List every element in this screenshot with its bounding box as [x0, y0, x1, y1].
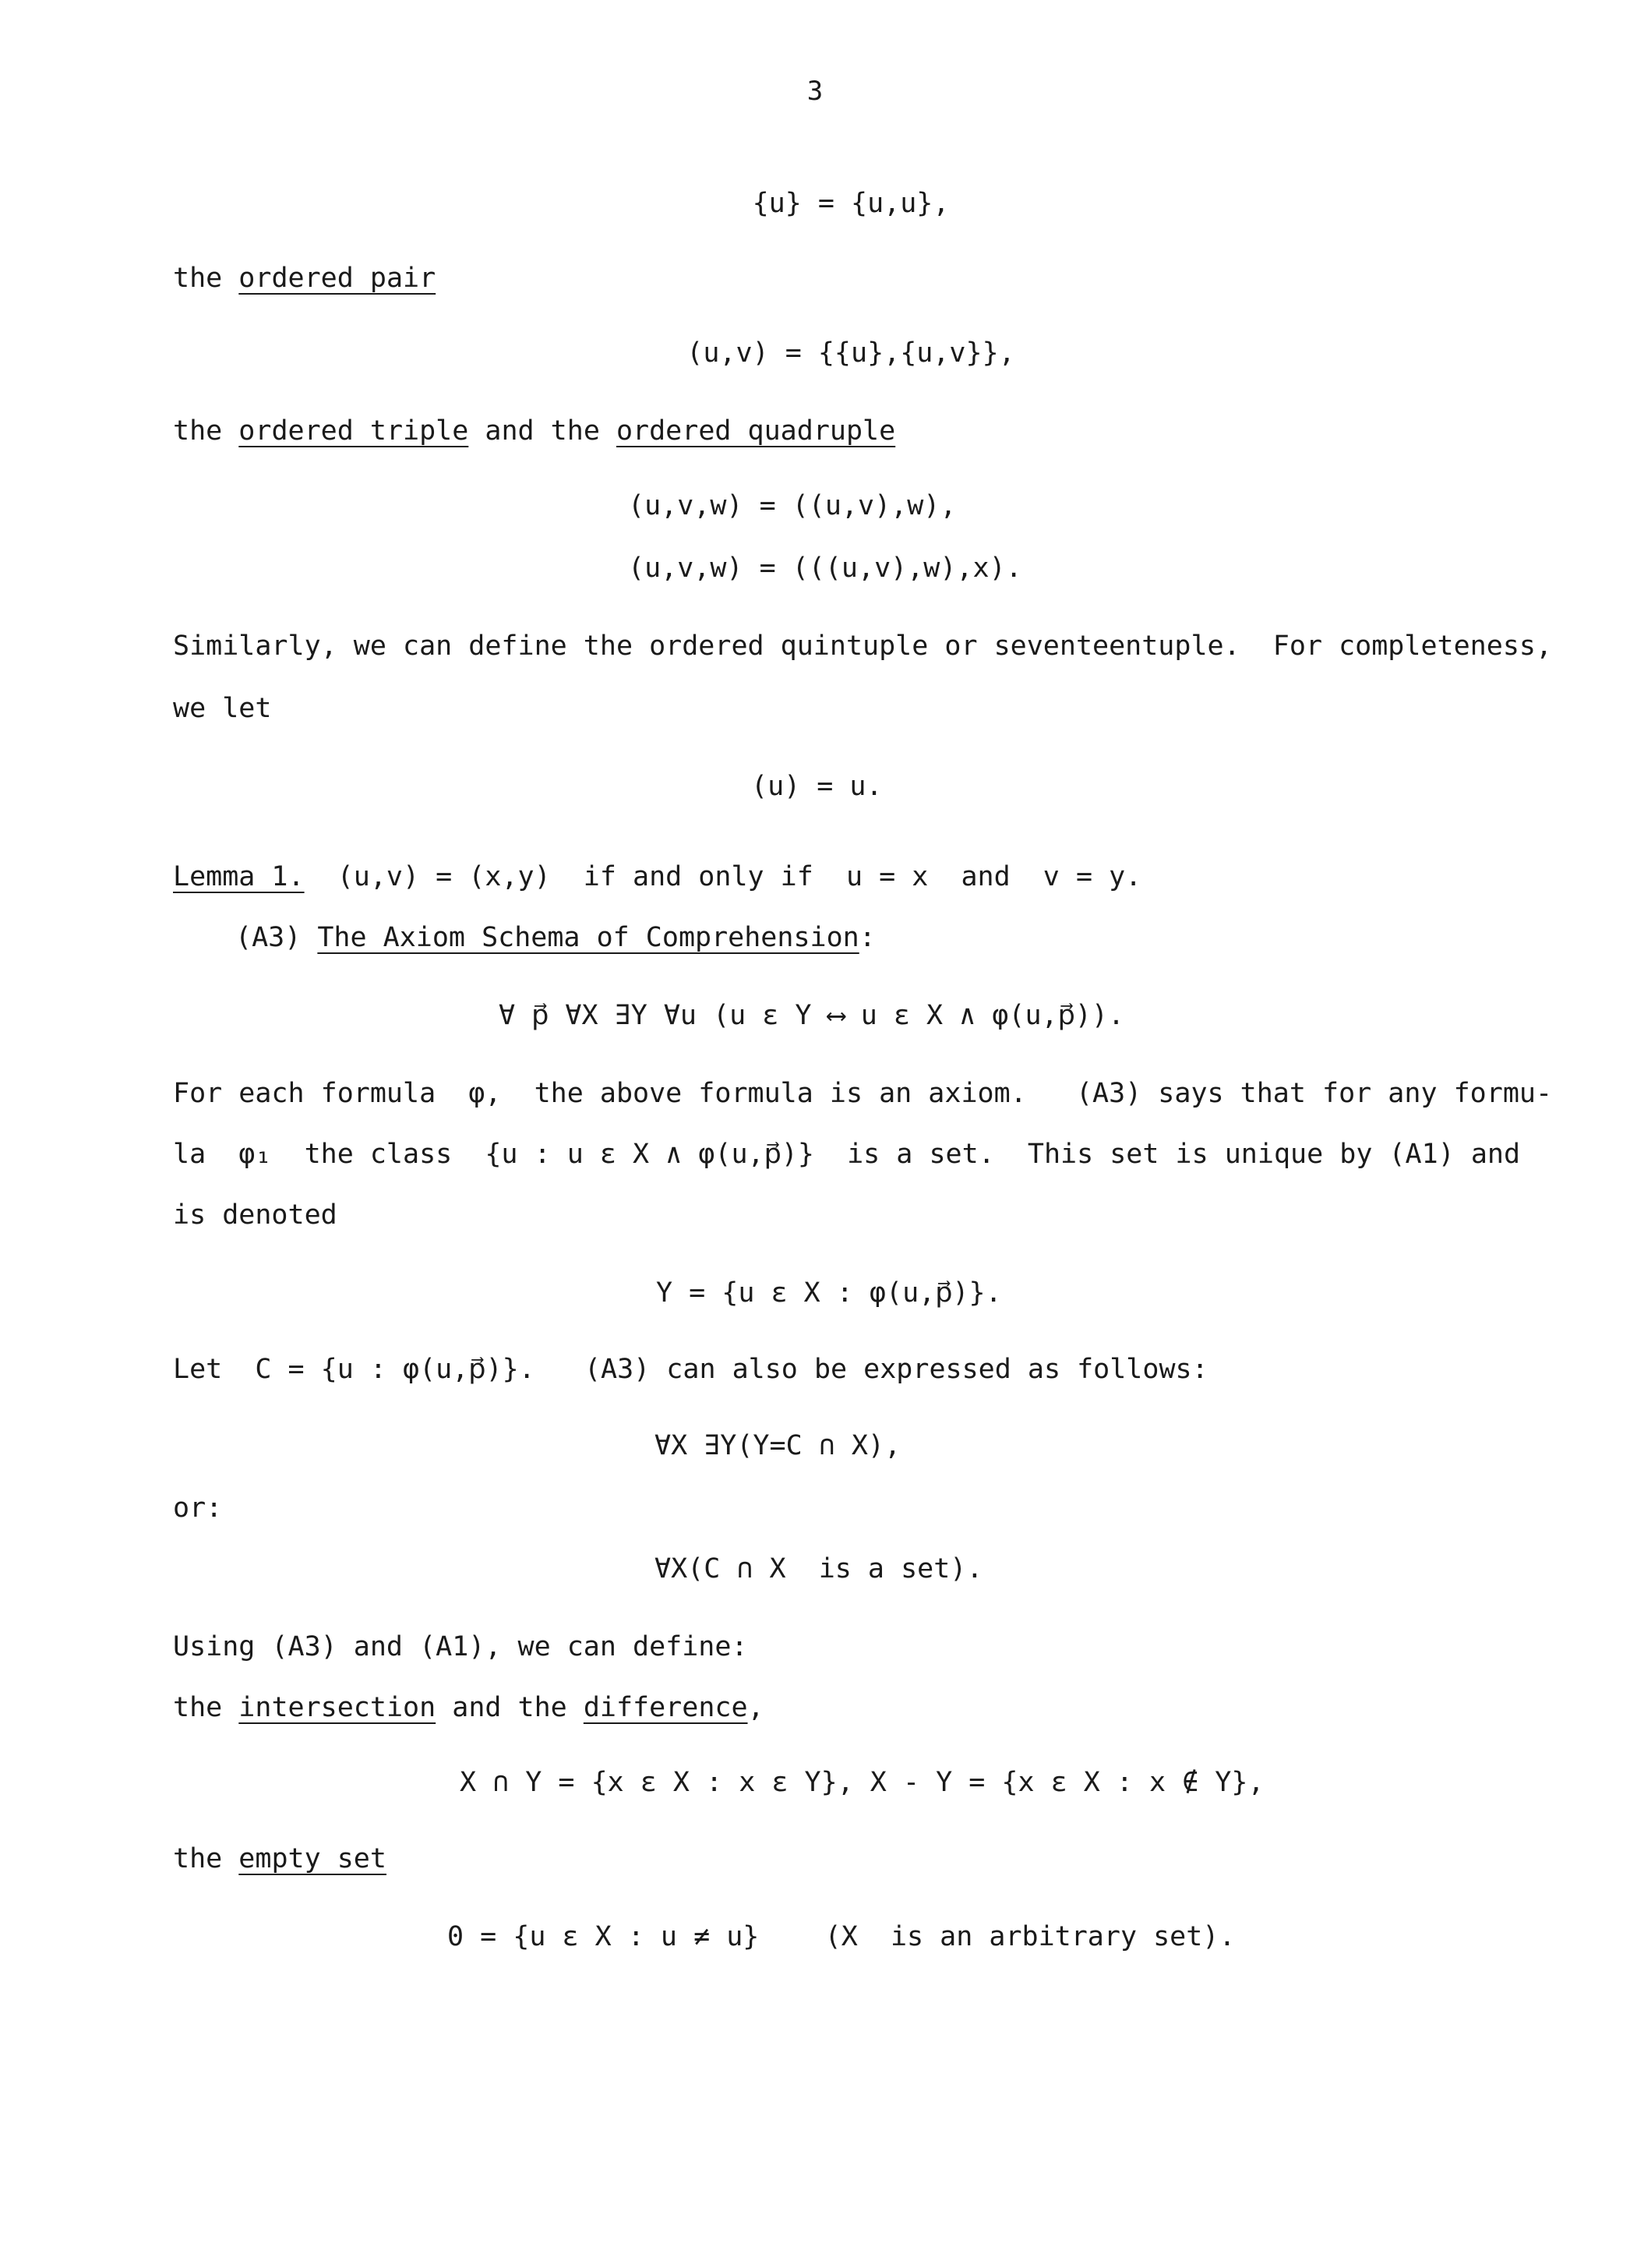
text-we-let: we let	[173, 693, 272, 724]
page-number: 3	[806, 76, 824, 107]
equation-ordered-quadruple: (u,v,w) = (((u,v),w),x).	[628, 553, 1022, 584]
text-fragment: the	[173, 1843, 239, 1874]
equation-forall-is-set: ∀X(C ∩ X is a set).	[654, 1553, 983, 1584]
equation-forall-exists-Y: ∀X ∃Y(Y=C ∩ X),	[654, 1430, 901, 1461]
equation-ordered-triple: (u,v,w) = ((u,v),w),	[628, 490, 957, 521]
paragraph-let-C: Let C = {u : φ(u,p⃗)}. (A3) can also be expressed as follows:	[173, 1354, 1208, 1385]
equation-intersection-difference: X ∩ Y = {x ε X : x ε Y}, X - Y = {x ε X : x ∉ Y},	[460, 1767, 1265, 1798]
term-ordered-pair: ordered pair	[238, 263, 436, 294]
text-fragment: the	[173, 263, 239, 294]
text-intersection-difference	[173, 1694, 764, 1722]
term-intersection: intersection	[238, 1692, 436, 1723]
axiom-label: (A3)	[235, 922, 318, 953]
equation-empty-set: 0 = {u ε X : u ≠ u} (X is an arbitrary set).	[447, 1921, 1236, 1952]
term-difference: difference	[583, 1692, 748, 1723]
paragraph-similarly: Similarly, we can define the ordered quintuple or seventeentuple. For completeness,	[173, 631, 1553, 662]
text-fragment: and the	[436, 1692, 584, 1723]
paragraph-for-each-formula: For each formula φ, the above formula is an axiom. (A3) says that for any formu-	[173, 1078, 1553, 1109]
axiom-title: The Axiom Schema of Comprehension	[317, 922, 859, 953]
axiom-a3-heading	[235, 924, 876, 952]
term-ordered-triple: ordered triple	[238, 415, 469, 447]
paragraph-la-phi: la φ₁ the class {u : u ε X ∧ φ(u,p⃗)} is a set. This set is unique by (A1) and	[173, 1139, 1521, 1170]
paragraph-using: Using (A3) and (A1), we can define:	[173, 1631, 748, 1662]
text-fragment: the	[173, 415, 239, 447]
term-empty-set: empty set	[238, 1843, 386, 1874]
text-empty-set	[173, 1843, 386, 1874]
text-or: or:	[173, 1493, 223, 1524]
equation-singleton: {u} = {u,u},	[752, 188, 950, 219]
text-is-denoted: is denoted	[173, 1199, 337, 1231]
text-fragment: the	[173, 1692, 239, 1723]
text-ordered-pair	[173, 265, 436, 292]
equation-ordered-pair: (u,v) = {{u},{u,v}},	[686, 337, 1015, 369]
equation-Y-definition: Y = {u ε X : φ(u,p⃗)}.	[656, 1277, 1002, 1309]
term-ordered-quadruple: ordered quadruple	[616, 415, 896, 447]
equation-single: (u) = u.	[751, 771, 883, 802]
text-ordered-triple	[173, 415, 896, 447]
lemma-statement: (u,v) = (x,y) if and only if u = x and v = y.	[304, 861, 1142, 892]
text-fragment: ,	[747, 1692, 764, 1723]
lemma-label: Lemma 1.	[173, 861, 305, 892]
text-fragment: :	[859, 922, 876, 953]
text-fragment: and the	[468, 415, 616, 447]
lemma-1	[173, 861, 1142, 892]
equation-axiom-comprehension: ∀ p⃗ ∀X ∃Y ∀u (u ε Y ⟷ u ε X ∧ φ(u,p⃗)).	[499, 1000, 1125, 1031]
